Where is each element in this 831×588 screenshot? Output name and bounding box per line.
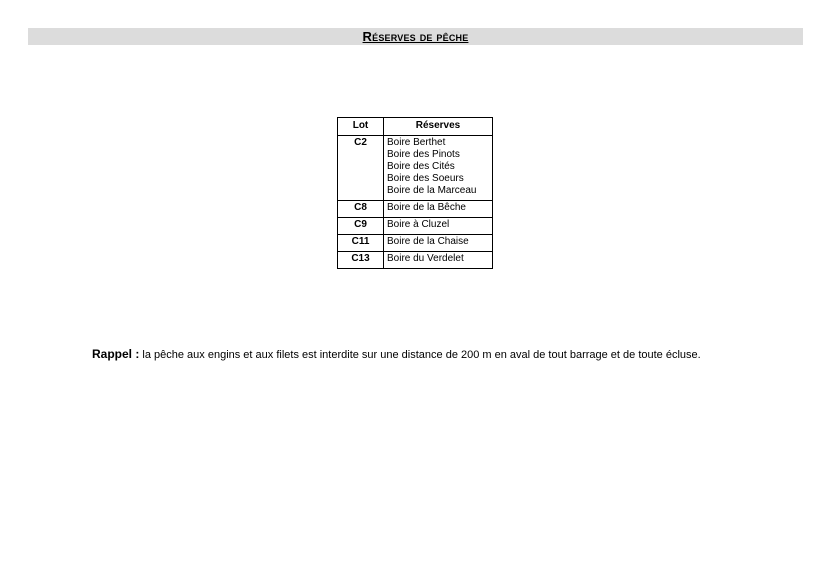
reserves-cell <box>384 136 493 201</box>
reserve-name: Boire de la Chaise <box>387 236 469 247</box>
reserves-cell <box>384 235 493 252</box>
table-header-row <box>338 118 493 136</box>
table-row <box>338 252 493 269</box>
page-title: Réserves de pêche <box>362 29 469 44</box>
reserve-name: Boire du Verdelet <box>387 253 464 264</box>
reserve-name: Boire de la Marceau <box>387 185 477 196</box>
lot-cell: C2 <box>338 136 384 201</box>
title-bar <box>28 28 803 45</box>
reserve-name: Boire des Cités <box>387 161 455 172</box>
reserves-table-container <box>337 117 493 269</box>
reminder-text: la pêche aux engins et aux filets est interdite sur une distance de 200 m en aval de tout barrage et de toute écluse. <box>139 349 701 361</box>
reserve-name: Boire des Soeurs <box>387 173 464 184</box>
reserve-name: Boire de la Bêche <box>387 202 466 213</box>
reserve-name: Boire des Pinots <box>387 149 460 160</box>
table-row <box>338 235 493 252</box>
reserves-cell <box>384 252 493 269</box>
column-header-reserves: Réserves <box>384 118 493 136</box>
reserve-name: Boire Berthet <box>387 137 446 148</box>
table-row <box>338 218 493 235</box>
lot-cell: C9 <box>338 218 384 235</box>
reserves-table <box>337 117 493 269</box>
table-row <box>338 201 493 218</box>
lot-cell: C11 <box>338 235 384 252</box>
reminder-note <box>92 347 701 361</box>
lot-cell: C8 <box>338 201 384 218</box>
reserves-cell <box>384 218 493 235</box>
reserve-name: Boire à Cluzel <box>387 219 450 230</box>
reserves-cell <box>384 201 493 218</box>
reminder-label: Rappel : <box>92 347 140 361</box>
column-header-lot: Lot <box>338 118 384 136</box>
lot-cell: C13 <box>338 252 384 269</box>
table-row <box>338 136 493 201</box>
